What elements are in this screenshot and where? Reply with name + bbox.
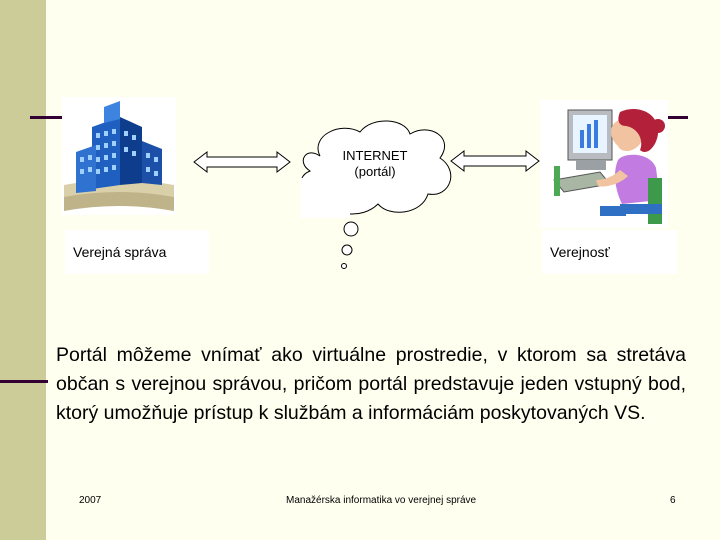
top-rule-right <box>668 116 688 119</box>
footer-title: Manažérska informatika vo verejnej správe <box>286 495 477 506</box>
right-double-arrow <box>450 149 540 173</box>
cloud-label-line2: (portál) <box>354 164 396 179</box>
bottom-rule <box>0 380 48 383</box>
thought-bubbles <box>335 220 365 272</box>
top-rule-left <box>30 116 62 119</box>
left-double-arrow <box>193 150 291 174</box>
building-icon <box>62 97 176 215</box>
person-illustration <box>540 100 668 228</box>
building-illustration <box>62 97 176 215</box>
person-computer-icon <box>540 100 668 228</box>
sidebar-bar <box>0 0 46 540</box>
cloud-label-line1: INTERNET <box>342 148 408 163</box>
footer-year: 2007 <box>79 495 102 506</box>
footer-page-number: 6 <box>670 495 676 506</box>
body-paragraph: Portál môžeme vnímať ako virtuálne prostredie, v ktorom sa stretáva občan s verejnou správou, pričom portál predstavuje jeden vstupný bod, ktorý umožňuje prístup k službám a informáciám poskytovaných VS. <box>56 344 686 424</box>
left-label-public-administration: Verejná správa <box>65 230 209 274</box>
cloud-label <box>300 148 450 180</box>
right-label-public: Verejnosť <box>542 230 677 274</box>
